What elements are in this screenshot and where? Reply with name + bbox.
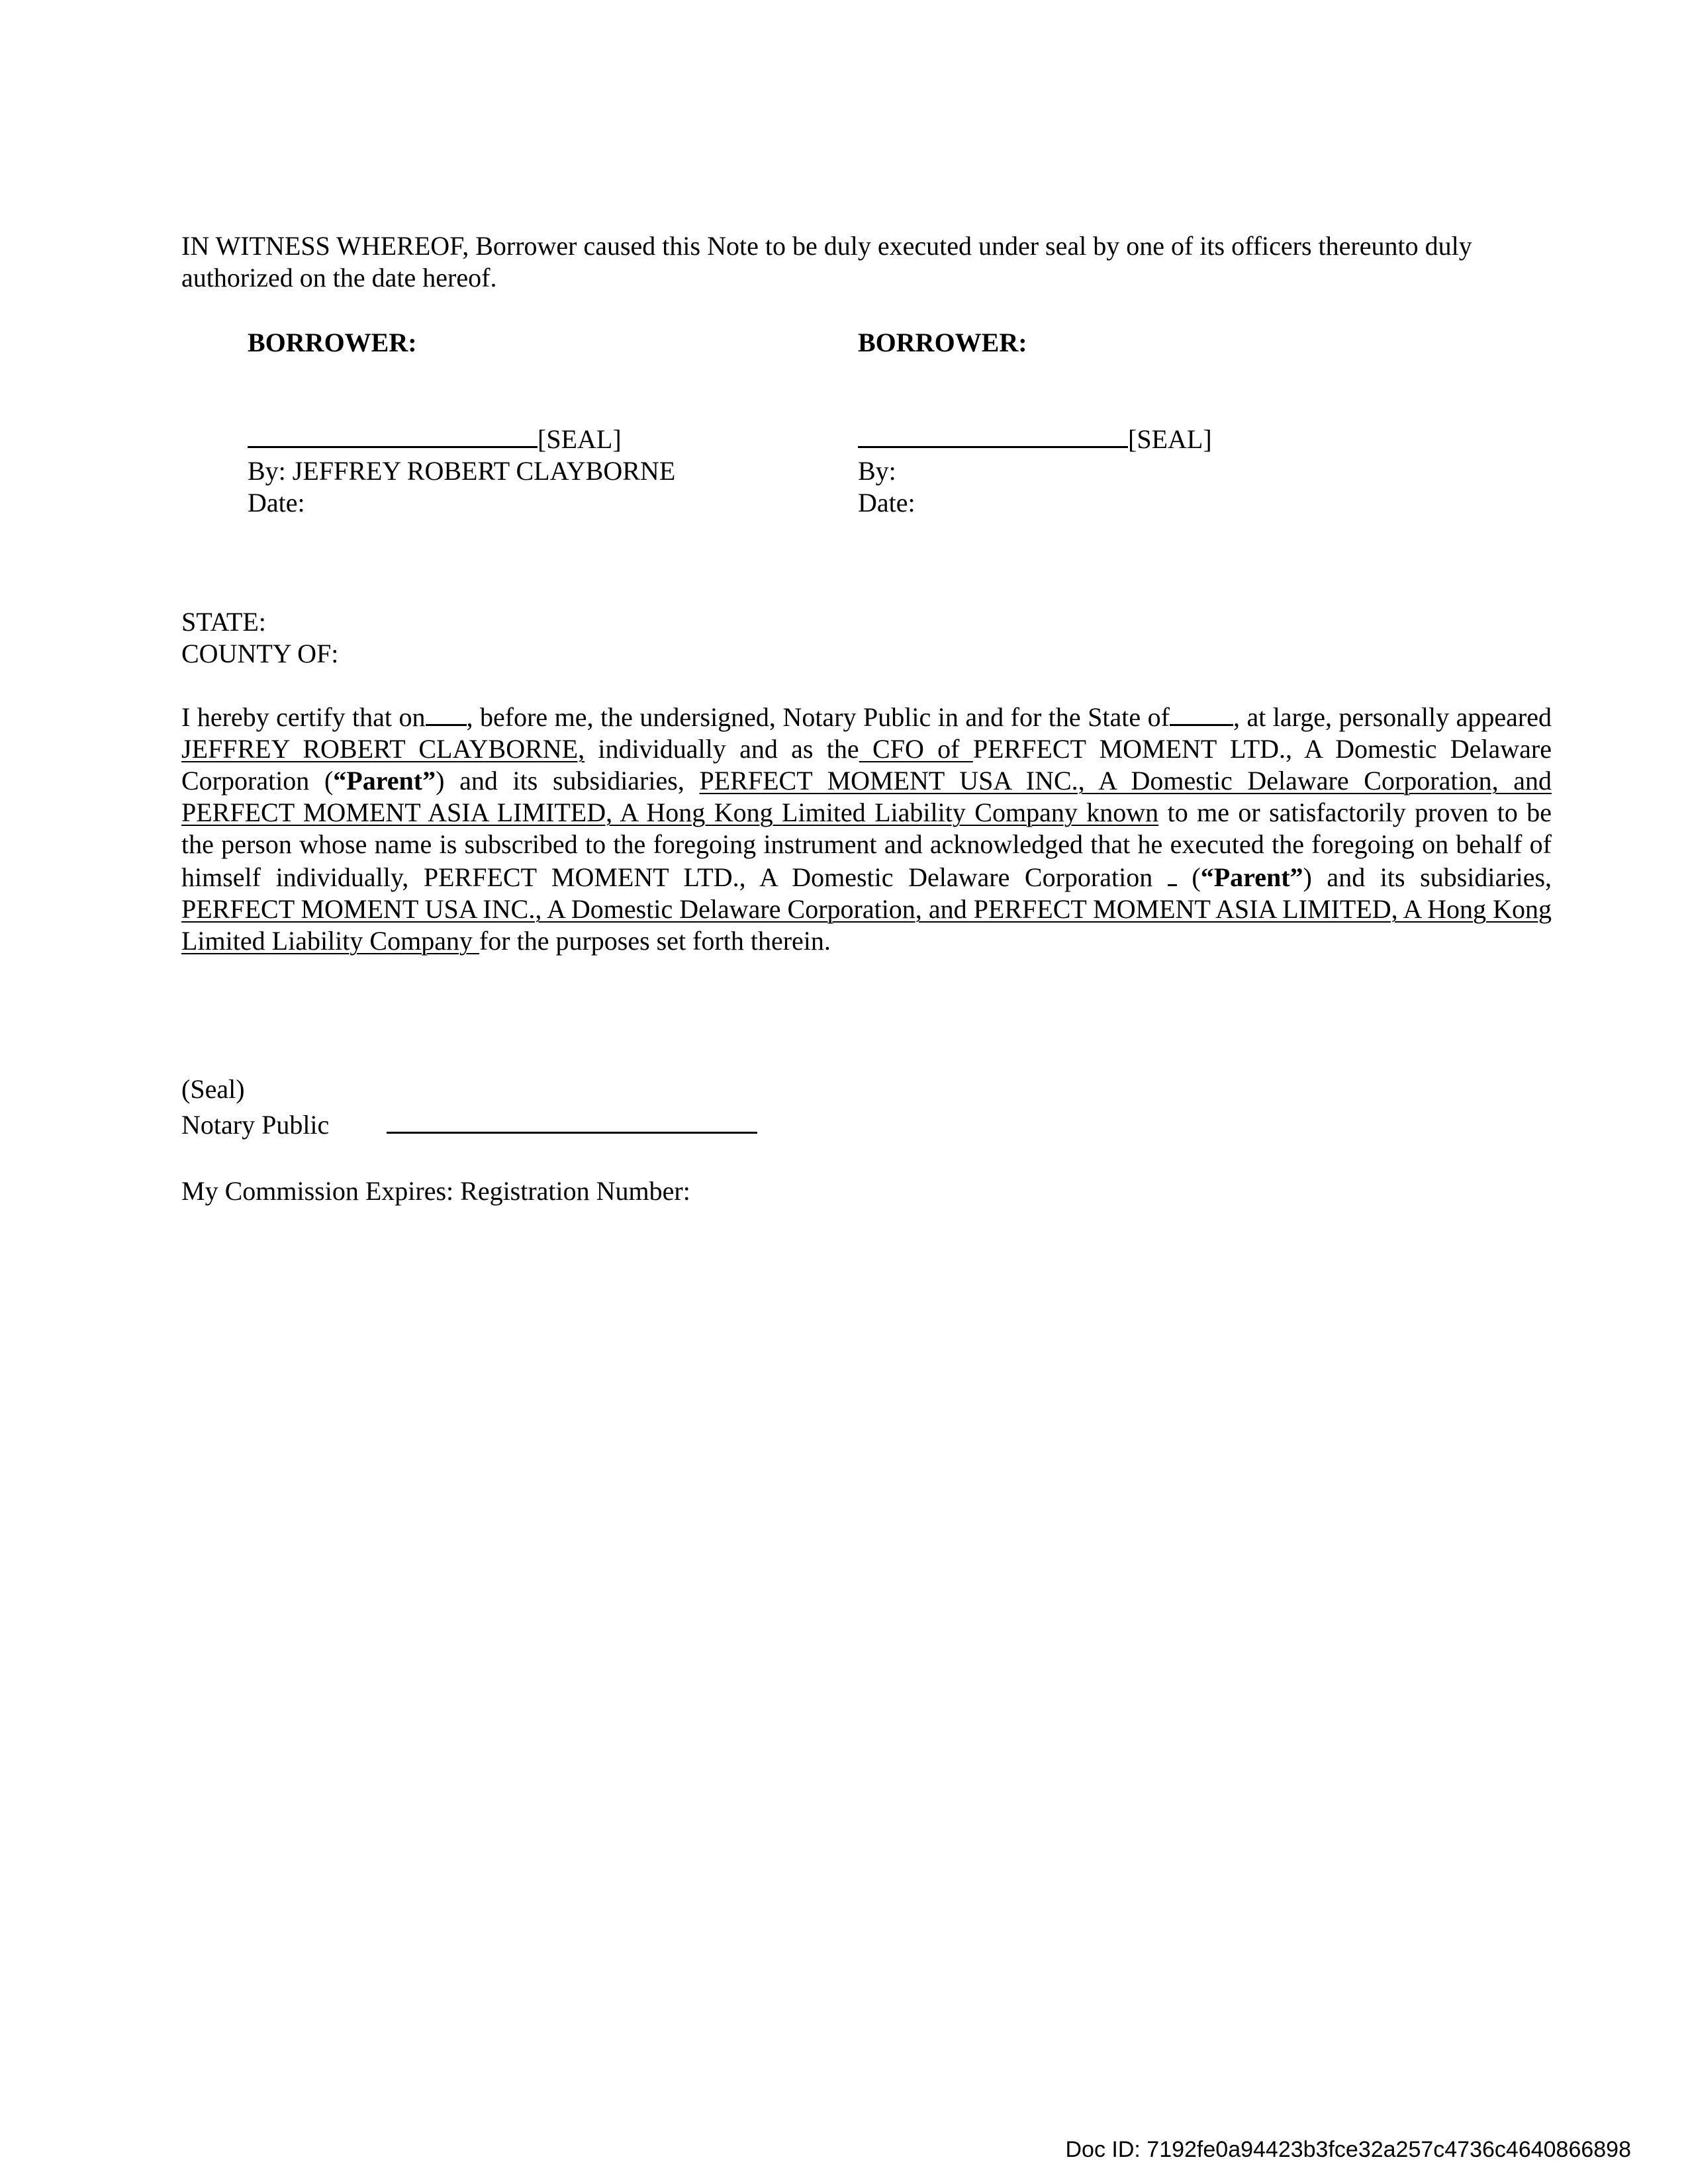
signature-line-row [248,420,790,455]
witness-paragraph [181,230,1552,294]
cert-text: I hereby certify that on [181,702,426,732]
signature-block-left [248,327,790,519]
signature-line [858,420,1128,448]
doc-id: Doc ID: 7192fe0a94423b3fce32a257c4736c4640866898 [1065,2137,1631,2162]
cert-text: individually and as the [585,734,859,764]
borrower-heading: BORROWER: [248,328,417,357]
cert-text: ) and its subsidiaries, [1303,862,1552,892]
seal-label: [SEAL] [538,424,622,454]
commission-text: My Commission Expires: Registration Number: [181,1176,690,1206]
subsidiaries-text: PERFECT MOMENT USA INC., A Domestic Delaware Corporation, and PERFECT MOMENT ASIA LIMITED, A Hong Kong Limited Liability Company known [181,766,1552,827]
notary-block [181,1073,1552,1207]
notary-seal-label: (Seal) [181,1074,245,1104]
signature-block-right [858,327,1401,519]
cert-text: ( [1192,862,1201,892]
signature-line [248,420,538,448]
signature-line-row [858,420,1401,455]
seal-label: [SEAL] [1128,424,1212,454]
notary-signature-row [181,1105,1552,1141]
notary-label: Notary Public [181,1110,330,1140]
venue-block [181,606,1552,670]
cert-text: PERFECT MOMENT LTD., A Domestic Delaware Corporation ( [181,734,1552,796]
parent-term: “Parent” [1200,862,1303,892]
state-blank [1170,700,1233,726]
subsidiaries-text: PERFECT MOMENT USA INC., A Domestic Delaware Corporation, and PERFECT MOMENT ASIA LIMITED, A Hong Kong Limited Liability Company [181,894,1552,956]
certification-paragraph [181,700,1552,957]
county-label: COUNTY OF: [181,639,339,668]
trailing-blank [1168,860,1177,886]
notary-signature-line [387,1105,757,1134]
state-label: STATE: [181,607,266,637]
signer-name: By: [858,456,896,486]
appearer-name: JEFFREY ROBERT CLAYBORNE, [181,734,585,764]
cert-text: , at large, personally appeared [1233,702,1552,732]
appearer-role: CFO of [859,734,973,764]
cert-text: to me or satisfactorily proven to be the person whose name is subscribed to the foregoing instrument and acknowledged that he executed the foregoing on behalf of himself individually, PERFECT MOMENT LTD., A Domestic Delaware Corporation [181,797,1552,892]
signer-name: By: JEFFREY ROBERT CLAYBORNE [248,456,676,486]
date-blank [426,700,467,726]
witness-text: IN WITNESS WHEREOF, Borrower caused this Note to be duly executed under seal by one of its officers thereunto duly authorized on the date hereof. [181,231,1472,293]
date-label: Date: [858,488,915,518]
borrower-heading: BORROWER: [858,328,1027,357]
parent-term: “Parent” [333,766,436,796]
cert-text: for the purposes set forth therein. [479,926,831,956]
date-label: Date: [248,488,305,518]
cert-text: , before me, the undersigned, Notary Public in and for the State of [466,702,1170,732]
cert-text: ) and its subsidiaries, [436,766,700,796]
